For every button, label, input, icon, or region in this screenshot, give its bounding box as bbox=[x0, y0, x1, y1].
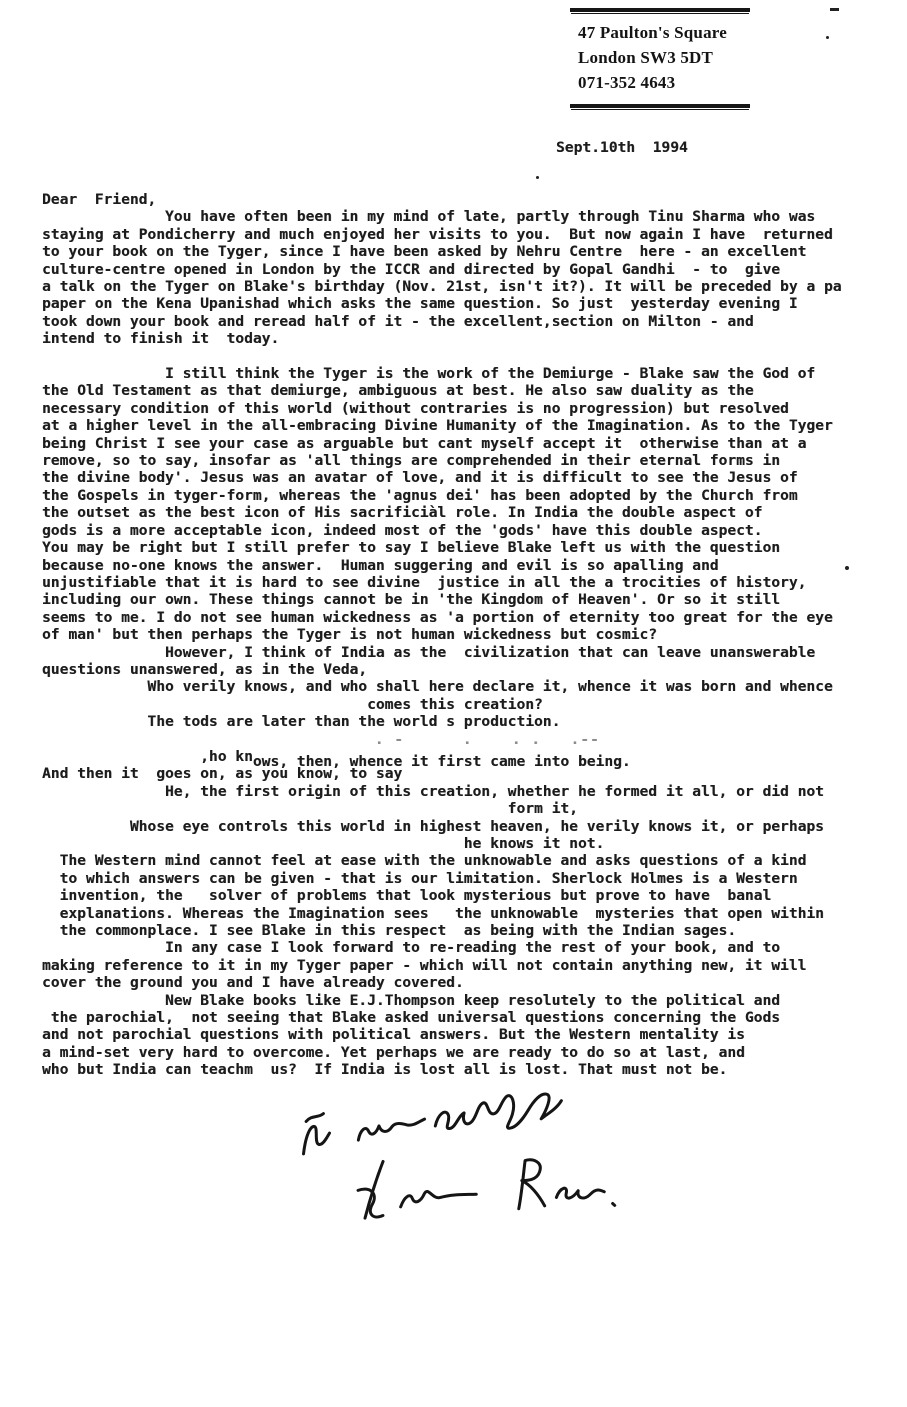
letterhead-address-line1: 47 Paulton's Square bbox=[578, 23, 727, 42]
letter-line: he knows it not. bbox=[42, 835, 605, 853]
letter-line: the commonplace. I see Blake in this respect as being with the Indian sages. bbox=[42, 922, 737, 940]
letter-line: ,ho knows, then, whence it first came into being. bbox=[42, 747, 631, 770]
letterhead-address-line2: London SW3 5DT bbox=[578, 48, 714, 67]
letterhead-rule-top bbox=[570, 8, 750, 13]
letter-line: The Western mind cannot feel at ease with the unknowable and asks questions of a kind bbox=[42, 852, 807, 870]
letter-line: including our own. These things cannot be in 'the Kingdom of Heaven'. Or so it still bbox=[42, 591, 781, 609]
letter-line: a mind-set very hard to overcome. Yet perhaps we are ready to do so at last, and bbox=[42, 1043, 745, 1061]
letter-line: cover the ground you and I have already covered. bbox=[42, 974, 464, 992]
letter-line: making reference to it in my Tyger paper - which will not contain anything new, it will bbox=[42, 956, 807, 974]
letter-line: the parochial, not seeing that Blake asked universal questions concerning the Gods bbox=[42, 1009, 781, 1027]
letter-line: However, I think of India as the civilization that can leave unanswerable bbox=[42, 643, 816, 661]
letter-line: took down your book and reread half of it - the excellent,section on Milton - and bbox=[42, 312, 754, 330]
letter-line: necessary condition of this world (without contraries is no progression) but resolved bbox=[42, 399, 789, 417]
letterhead-rule-bottom bbox=[570, 104, 750, 109]
letter-line: form it, bbox=[42, 800, 578, 818]
letter-line: paper on the Kena Upanishad which asks the same question. So just yesterday evening I bbox=[42, 295, 798, 313]
letter-date: Sept.10th 1994 bbox=[556, 139, 688, 156]
letterhead bbox=[570, 8, 750, 109]
letter-line: to your book on the Tyger, since I have been asked by Nehru Centre here - an excellent bbox=[42, 243, 807, 261]
letter-line: The tods are later than the world s production. bbox=[42, 713, 561, 731]
letter-line: being Christ I see your case as arguable but cant myself accept it otherwise than at a bbox=[42, 434, 807, 452]
letter-line: Who verily knows, and who shall here declare it, whence it was born and whence bbox=[42, 678, 833, 696]
letter-line: You have often been in my mind of late, partly through Tinu Sharma who was bbox=[42, 208, 816, 226]
scan-speck bbox=[830, 8, 839, 11]
letter-line: the Old Testament as that demiurge, ambiguous at best. He also saw duality as the bbox=[42, 382, 754, 400]
letter-line: the divine body'. Jesus was an avatar of love, and it is difficult to see the Jesus of bbox=[42, 469, 798, 487]
letter-line: New Blake books like E.J.Thompson keep resolutely to the political and bbox=[42, 991, 781, 1009]
letter-line: He, the first origin of this creation, whether he formed it all, or did not bbox=[42, 782, 824, 800]
scan-speck bbox=[536, 176, 539, 179]
scan-speck bbox=[826, 36, 829, 39]
letter-line: culture-centre opened in London by the ICCR and directed by Gopal Gandhi - to give bbox=[42, 260, 781, 278]
letter-line: And then it goes on, as you know, to say bbox=[42, 765, 403, 783]
letter-line: Whose eye controls this world in highest heaven, he verily knows it, or perhaps bbox=[42, 817, 824, 835]
letter-line: . - . . . .-- bbox=[42, 730, 600, 748]
letter-line: the Gospels in tyger-form, whereas the 'agnus dei' has been adopted by the Church from bbox=[42, 486, 798, 504]
letter-line: unjustifiable that it is hard to see divine justice in all the a trocities of history, bbox=[42, 573, 807, 591]
letter-line: I still think the Tyger is the work of the Demiurge - Blake saw the God of bbox=[42, 365, 816, 383]
letter-line: invention, the solver of problems that look mysterious but prove to have banal bbox=[42, 887, 772, 905]
letter-line: at a higher level in the all-embracing Divine Humanity of the Imagination. As to the Tyger bbox=[42, 417, 833, 435]
letter-line: staying at Pondicherry and much enjoyed her visits to you. But now again I have returned bbox=[42, 225, 833, 243]
letter-line: You may be right but I still prefer to say I believe Blake left us with the question bbox=[42, 539, 781, 557]
letter-line: the outset as the best icon of His sacrificiàl role. In India the double aspect of bbox=[42, 504, 763, 522]
letter-line: to which answers can be given - that is our limitation. Sherlock Holmes is a Western bbox=[42, 869, 798, 887]
letterhead-phone: 071-352 4643 bbox=[578, 73, 676, 92]
letter-line: who but India can teachm us? If India is lost all is lost. That must not be. bbox=[42, 1061, 728, 1079]
letter-line: explanations. Whereas the Imagination sees the unknowable mysteries that open within bbox=[42, 904, 824, 922]
letter-line: comes this creation? bbox=[42, 695, 543, 713]
letter-line: a talk on the Tyger on Blake's birthday (Nov. 21st, isn't it?). It will be preceded by a pa bbox=[42, 278, 842, 296]
letter-line: gods is a more acceptable icon, indeed most of the 'gods' have this double aspect. bbox=[42, 521, 763, 539]
letter-line: because no-one knows the answer. Human suggering and evil is so apalling and bbox=[42, 556, 719, 574]
letter-body bbox=[42, 191, 892, 1079]
letter-line: and not parochial questions with political answers. But the Western mentality is bbox=[42, 1026, 745, 1044]
letter-line: seems to me. I do not see human wickedness as 'a portion of eternity too great for the eye bbox=[42, 608, 833, 626]
letter-line: questions unanswered, as in the Veda, bbox=[42, 660, 368, 678]
letter-line: remove, so to say, insofar as 'all things are comprehended in their eternal forms in bbox=[42, 452, 781, 470]
letter-line: In any case I look forward to re-reading the rest of your book, and to bbox=[42, 939, 781, 957]
letter-line bbox=[42, 348, 892, 365]
handwritten-signature bbox=[347, 1147, 619, 1226]
letter-line: of man' but then perhaps the Tyger is not human wickedness but cosmic? bbox=[42, 626, 658, 644]
letter-line: intend to finish it today. bbox=[42, 330, 280, 348]
letter-line: Dear Friend, bbox=[42, 191, 157, 208]
